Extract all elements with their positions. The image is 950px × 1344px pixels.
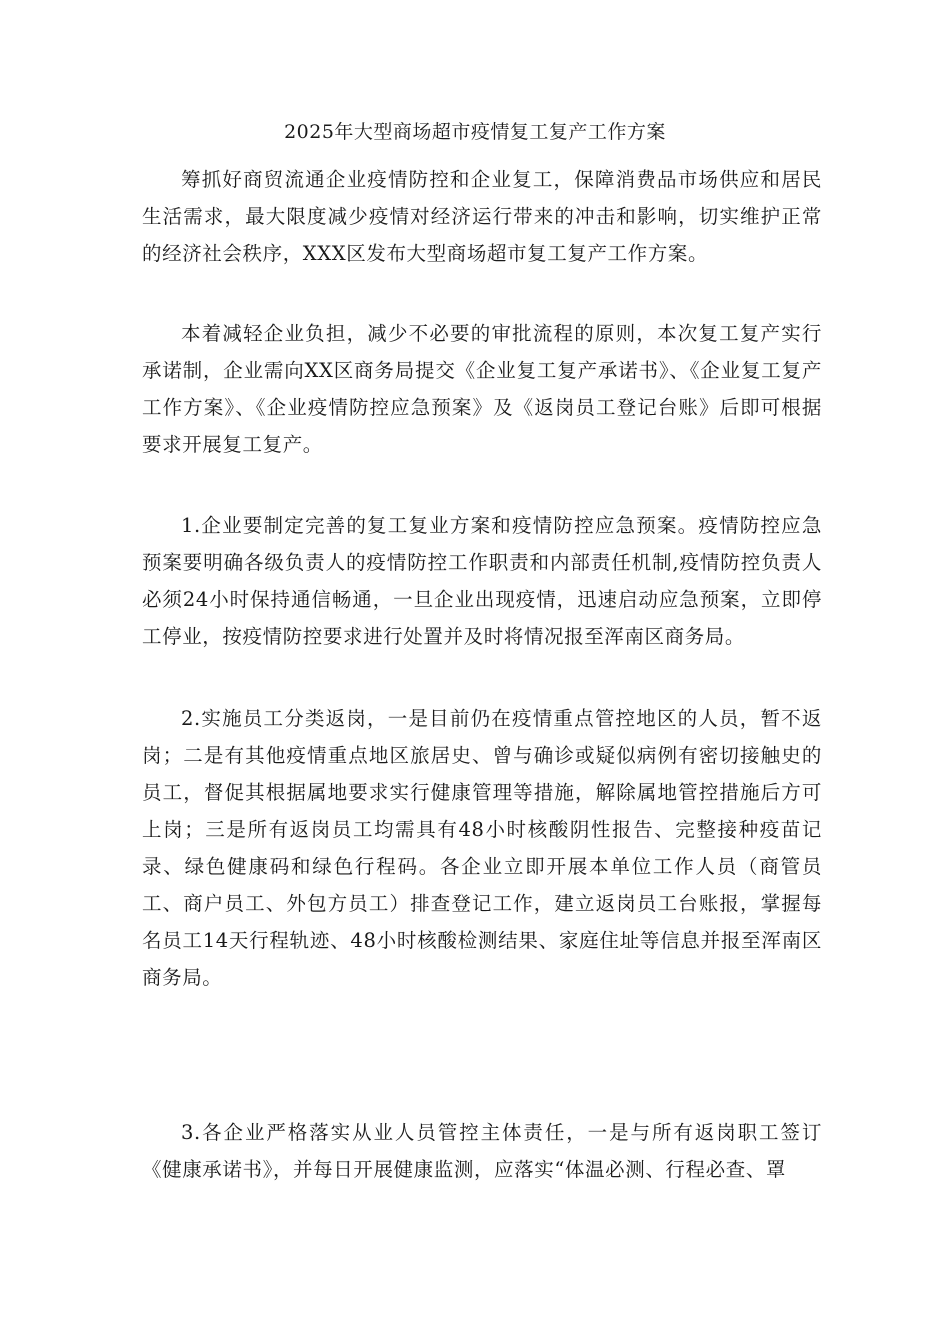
paragraph-commitment-system: 本着减轻企业负担，减少不必要的审批流程的原则，本次复工复产实行承诺制，企业需向XX区商务局提交《企业复工复产承诺书》、《企业复工复产工作方案》、《企业疫情防控应急预案》及《返岗员工登记台账》后即可根据要求开展复工复产。 xyxy=(142,322,822,456)
document-title: 2025年大型商场超市疫情复工复产工作方案 xyxy=(284,121,666,143)
paragraph-item-3: 3.各企业严格落实从业人员管控主体责任，一是与所有返岗职工签订《健康承诺书》，并每日开展健康监测，应落实“体温必测、行程必查、罩 xyxy=(142,1121,822,1181)
paragraph-intro: 筹抓好商贸流通企业疫情防控和企业复工，保障消费品市场供应和居民生活需求，最大限度减少疫情对经济运行带来的冲击和影响，切实维护正常的经济社会秩序，XXX区发布大型商场超市复工复产工作方案。 xyxy=(142,168,822,265)
paragraph-item-2: 2.实施员工分类返岗，一是目前仍在疫情重点管控地区的人员，暂不返岗；二是有其他疫情重点地区旅居史、曾与确诊或疑似病例有密切接触史的员工，督促其根据属地要求实行健康管理等措施，解除属地管控措施后方可上岗；三是所有返岗员工均需具有48小时核酸阴性报告、完整接种疫苗记录、绿色健康码和绿色行程码。各企业立即开展本单位工作人员（商管员工、商户员工、外包方员工）排查登记工作，建立返岗员工台账报，掌握每名员工14天行程轨迹、48小时核酸检测结果、家庭住址等信息并报至浑南区商务局。 xyxy=(142,707,822,989)
paragraph-item-1: 1.企业要制定完善的复工复业方案和疫情防控应急预案。疫情防控应急预案要明确各级负责人的疫情防控工作职责和内部责任机制,疫情防控负责人必须24小时保持通信畅通，一旦企业出现疫情，迅速启动应急预案，立即停工停业，按疫情防控要求进行处置并及时将情况报至浑南区商务局。 xyxy=(142,514,822,648)
